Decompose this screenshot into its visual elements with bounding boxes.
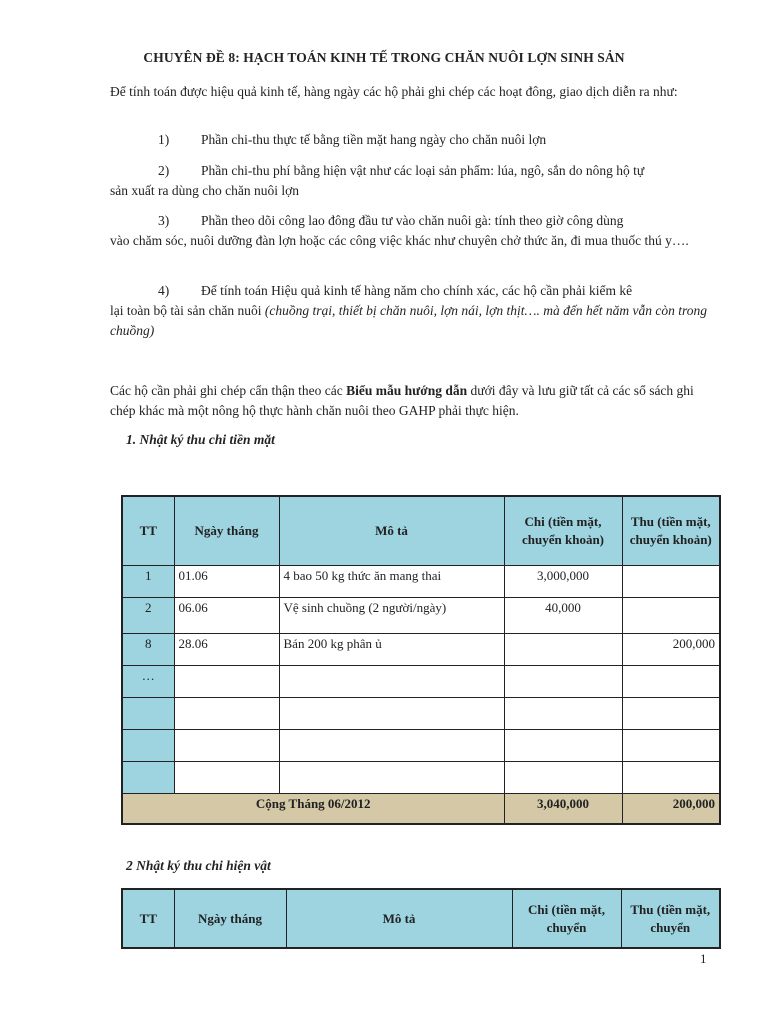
cell-income	[622, 597, 720, 633]
intro-paragraph: Để tính toán được hiệu quả kinh tế, hàng ngày các hộ phải ghi chép các hoạt đông, giao dịch diễn ra như:	[110, 84, 678, 99]
list-item-4	[110, 281, 716, 341]
table-header-row	[122, 496, 720, 565]
cash-ledger-table	[121, 495, 721, 825]
cell-income	[622, 729, 720, 761]
cell-income	[622, 565, 720, 597]
cell-expense	[504, 729, 622, 761]
cell-tt: 1	[122, 565, 174, 597]
cell-date	[174, 665, 279, 697]
header-expense: Chi (tiền mặt, chuyển khoản)	[504, 496, 622, 565]
cell-expense: 3,000,000	[504, 565, 622, 597]
header-description: Mô tả	[279, 496, 504, 565]
guide-text-after: dưới đây và lưu giữ tất cả các sổ sách ghi chép khác mà một nông hộ thực hành chăn nuôi theo GAHP phải thực hiện.	[110, 383, 694, 418]
cell-date	[174, 729, 279, 761]
cell-tt	[122, 729, 174, 761]
cell-expense	[504, 665, 622, 697]
section-2-heading: 2 Nhật ký thu chi hiện vật	[126, 858, 271, 873]
total-expense: 3,040,000	[504, 793, 622, 824]
cell-description	[279, 665, 504, 697]
cell-tt	[122, 761, 174, 793]
table-header-row	[122, 889, 720, 948]
cell-description: Vệ sinh chuồng (2 người/ngày)	[279, 597, 504, 633]
header-income: Thu (tiền mặt, chuyển	[621, 889, 720, 948]
guide-paragraph	[110, 381, 716, 421]
list-item-1	[110, 130, 716, 150]
header-tt: TT	[122, 496, 174, 565]
list-item-text: Phần theo dõi công lao đông đầu tư vào chăn nuôi gà: tính theo giờ công dùng	[201, 213, 624, 228]
cell-tt: 8	[122, 633, 174, 665]
cell-income: 200,000	[622, 633, 720, 665]
header-date: Ngày tháng	[174, 496, 279, 565]
header-income: Thu (tiền mặt, chuyển khoản)	[622, 496, 720, 565]
table-row	[122, 565, 720, 597]
cell-date	[174, 697, 279, 729]
cell-date: 01.06	[174, 565, 279, 597]
cell-tt	[122, 697, 174, 729]
table-row	[122, 697, 720, 729]
list-item-continuation: lại toàn bộ tài sản chăn nuôi	[110, 303, 265, 318]
list-item-italic-note: (chuồng trại, thiết bị chăn nuôi, lợn nái, lợn thịt…. mà đến hết năm vẫn còn trong chuồng)	[110, 303, 707, 338]
cell-income	[622, 665, 720, 697]
cell-description: Bán 200 kg phân ủ	[279, 633, 504, 665]
cell-date: 28.06	[174, 633, 279, 665]
table-row	[122, 633, 720, 665]
cell-description	[279, 697, 504, 729]
list-item-2	[110, 161, 716, 201]
list-item-text: Phần chi-thu thực tế bằng tiền mặt hang ngày cho chăn nuôi lợn	[201, 132, 547, 147]
table-row	[122, 761, 720, 793]
guide-text-before: Các hộ cần phải ghi chép cẩn thận theo các	[110, 383, 347, 398]
section-1-heading: 1. Nhật ký thu chi tiền mặt	[126, 432, 275, 447]
table-row	[122, 665, 720, 697]
list-item-3	[110, 211, 716, 251]
table-row	[122, 597, 720, 633]
list-item-text: Phần chi-thu phí bằng hiện vật như các loại sản phẩm: lúa, ngô, sắn do nông hộ tự	[201, 163, 645, 178]
cell-expense	[504, 761, 622, 793]
header-tt: TT	[122, 889, 174, 948]
header-description: Mô tả	[286, 889, 512, 948]
cell-expense	[504, 633, 622, 665]
page-number: 1	[700, 951, 707, 966]
cell-description	[279, 729, 504, 761]
list-item-continuation: sản xuất ra dùng cho chăn nuôi lợn	[110, 183, 299, 198]
cell-tt: 2	[122, 597, 174, 633]
table-row	[122, 729, 720, 761]
cell-date	[174, 761, 279, 793]
cell-income	[622, 697, 720, 729]
list-item-number: 4)	[158, 283, 170, 298]
cell-description	[279, 761, 504, 793]
total-label: Cộng Tháng 06/2012	[122, 793, 504, 824]
header-expense: Chi (tiền mặt, chuyển	[512, 889, 621, 948]
document-title: CHUYÊN ĐỀ 8: HẠCH TOÁN KINH TẾ TRONG CHĂN NUÔI LỢN SINH SẢN	[143, 50, 625, 65]
cell-expense	[504, 697, 622, 729]
guide-bold-text: Biểu mẫu hướng dẫn	[346, 383, 468, 398]
cell-date: 06.06	[174, 597, 279, 633]
in-kind-ledger-table	[121, 888, 721, 949]
cell-description: 4 bao 50 kg thức ăn mang thai	[279, 565, 504, 597]
list-item-continuation: vào chăm sóc, nuôi dưỡng đàn lợn hoặc các công việc khác như chuyên chở thức ăn, đi mua thuốc thú y….	[110, 233, 689, 248]
list-item-number: 2)	[158, 163, 170, 178]
list-item-number: 1)	[158, 132, 170, 147]
cell-income	[622, 761, 720, 793]
table-total-row	[122, 793, 720, 824]
cell-expense: 40,000	[504, 597, 622, 633]
header-date: Ngày tháng	[174, 889, 286, 948]
list-item-text: Để tính toán Hiệu quả kinh tế hàng năm cho chính xác, các hộ cần phải kiểm kê	[201, 283, 633, 298]
cell-tt: …	[122, 665, 174, 697]
total-income: 200,000	[622, 793, 720, 824]
list-item-number: 3)	[158, 213, 170, 228]
